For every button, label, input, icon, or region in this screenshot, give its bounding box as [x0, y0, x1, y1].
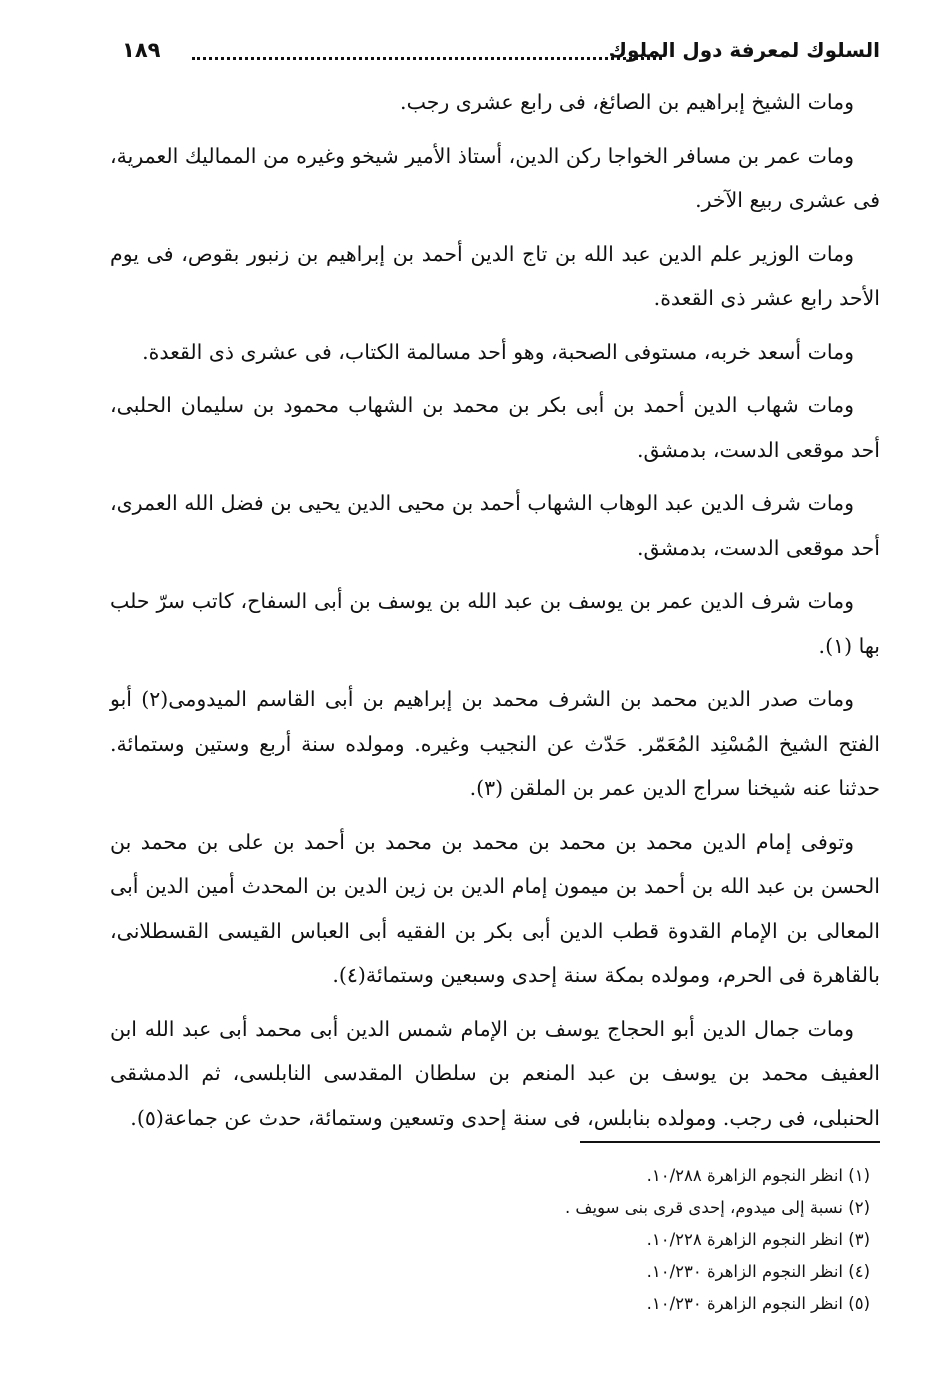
body-text — [110, 80, 880, 1140]
paragraph: ومات شرف الدين عبد الوهاب الشهاب أحمد بن محيى الدين يحيى بن فضل الله العمرى، أحد موقعى الدست، بدمشق. — [110, 491, 880, 560]
footnote: (٥) انظر النجوم الزاهرة ١٠/٢٣٠. — [646, 1294, 870, 1313]
paragraph: ومات الوزير علم الدين عبد الله بن تاج الدين أحمد بن إبراهيم بن زنبور بقوص، فى يوم الأحد رابع عشر ذى القعدة. — [110, 241, 880, 310]
page-header — [110, 30, 880, 74]
footnote: (٢) نسبة إلى ميدوم، إحدى قرى بنى سويف . — [564, 1198, 870, 1217]
footnote: (١) انظر النجوم الزاهرة ١٠/٢٨٨. — [646, 1166, 870, 1185]
paragraph: وتوفى إمام الدين محمد بن محمد بن محمد بن محمد بن أحمد بن على بن محمد بن الحسن بن عبد الله بن أحمد بن ميمون إمام الدين بن زين الدين بن المحدث أمين الدين أبى المعالى بن الإمام القدوة قطب الدين أبى بكر بن الفقيه أبى العباس القيسى القسطلانى، بالقاهرة فى الحرم، ومولده بمكة سنة إحدى وسبعين وستمائة(٤). — [110, 829, 880, 987]
paragraph: ومات شرف الدين عمر بن يوسف بن عبد الله بن يوسف بن أبى السفاح، كاتب سرّ حلب بها (١). — [110, 589, 880, 658]
paragraph: ومات جمال الدين أبو الحجاج يوسف بن الإمام شمس الدين أبى محمد أبى عبد الله ابن العفيف محمد بن يوسف بن عبد المنعم بن سلطان المقدسى النابلسى، ثم الدمشقى الحنبلى، فى رجب. ومولده بنابلس، فى سنة إحدى وتسعين وستمائة، حدث عن جماعة(٥). — [110, 1016, 880, 1130]
page-number: ١٨٩ — [122, 38, 161, 62]
footnote-separator — [580, 1141, 880, 1143]
book-page — [110, 30, 880, 1360]
paragraph: ومات صدر الدين محمد بن الشرف محمد بن إبراهيم بن أبى القاسم الميدومى(٢) أبو الفتح الشيخ المُسْنِد المُعَمّر. حَدّث عن النجيب وغيره. ومولده سنة أربع وستين وستمائة. حدثنا عنه شيخنا سراج الدين عمر بن الملقن (٣). — [110, 687, 880, 800]
footnote: (٣) انظر النجوم الزاهرة ١٠/٢٢٨. — [646, 1230, 870, 1249]
paragraph: ومات شهاب الدين أحمد بن أبى بكر بن محمد بن الشهاب محمود بن سليمان الحلبى، أحد موقعى الدست، بدمشق. — [110, 393, 880, 462]
footnote: (٤) انظر النجوم الزاهرة ١٠/٢٣٠. — [646, 1262, 870, 1281]
paragraph: ومات عمر بن مسافر الخواجا ركن الدين، أستاذ الأمير شيخو وغيره من المماليك العمرية، فى عشرى ربيع الآخر. — [110, 143, 880, 212]
paragraph: ومات أسعد خربه، مستوفى الصحبة، وهو أحد مسالمة الكتاب، فى عشرى ذى القعدة. — [142, 339, 854, 364]
paragraph: ومات الشيخ إبراهيم بن الصائغ، فى رابع عشرى رجب. — [400, 90, 854, 114]
running-title: السلوك لمعرفة دول الملوك — [608, 38, 880, 62]
footnotes — [370, 1160, 870, 1320]
header-dot-leader — [192, 57, 662, 60]
